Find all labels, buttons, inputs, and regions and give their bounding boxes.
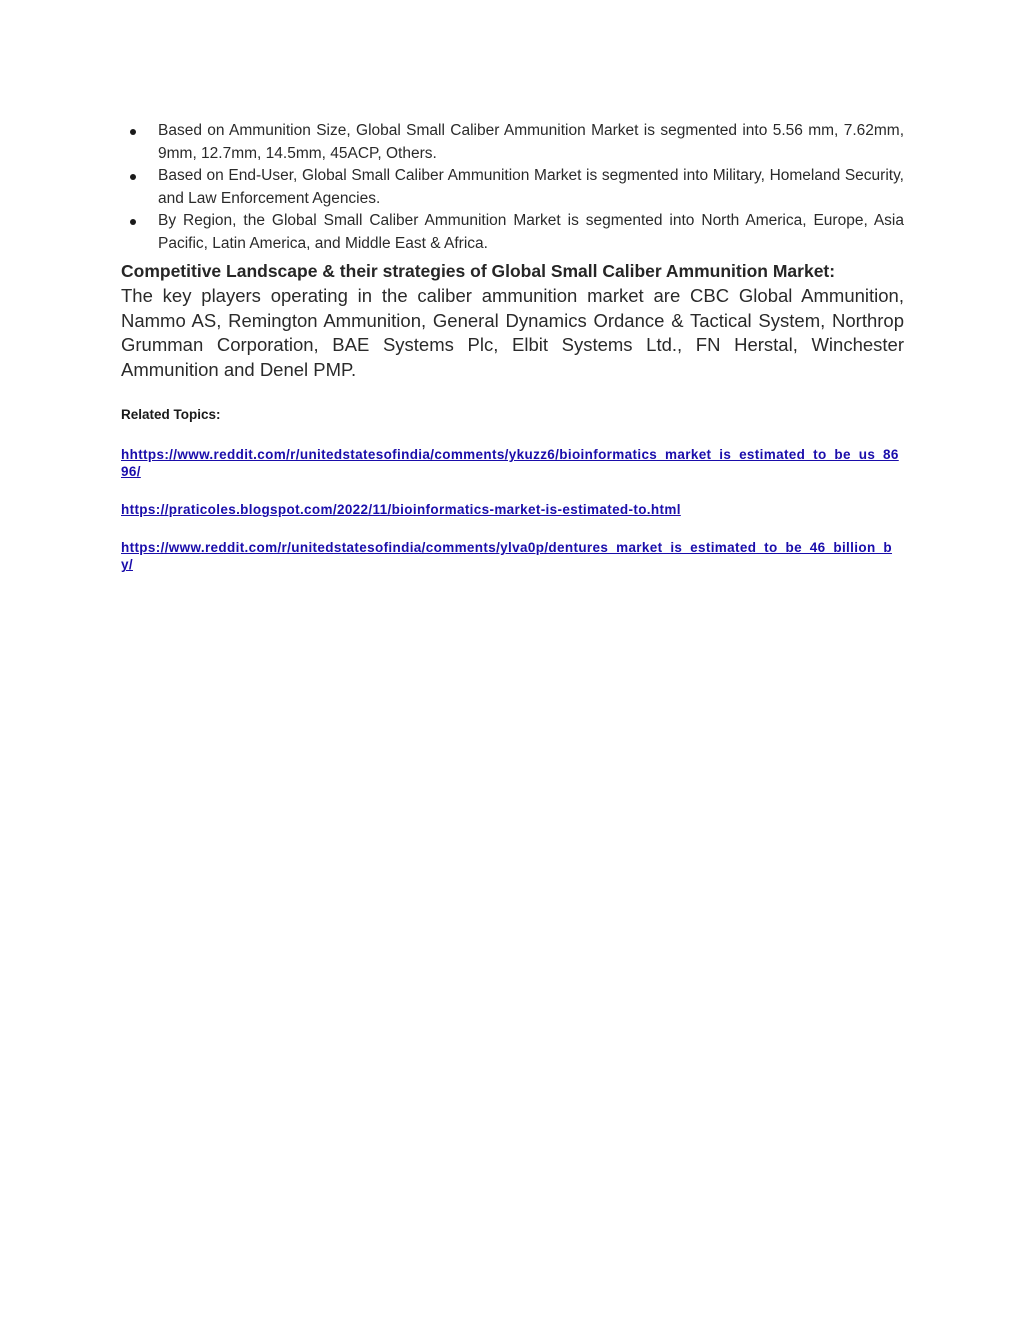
- bullet-icon: [130, 219, 136, 225]
- bullet-icon: [130, 174, 136, 180]
- list-item: [121, 165, 904, 210]
- related-link-block: [121, 539, 901, 573]
- list-item-text: Based on Ammunition Size, Global Small Caliber Ammunition Market is segmented into 5.56 mm, 7.62mm, 9mm, 12.7mm, 14.5mm, 45ACP, Others.: [158, 122, 904, 162]
- related-link-2[interactable]: https://praticoles.blogspot.com/2022/11/bioinformatics-market-is-estimated-to.html: [121, 502, 681, 518]
- related-link-1[interactable]: hhttps://www.reddit.com/r/unitedstatesofindia/comments/ykuzz6/bioinformatics_market_is_estimated_to_be_us_8696/: [121, 447, 899, 480]
- list-item: [121, 120, 904, 165]
- list-item-text: By Region, the Global Small Caliber Ammunition Market is segmented into North America, Europe, Asia Pacific, Latin America, and Middle East & Africa.: [158, 212, 904, 252]
- related-topics-heading: Related Topics:: [121, 407, 221, 423]
- section-body: The key players operating in the caliber ammunition market are CBC Global Ammunition, Nammo AS, Remington Ammunition, General Dynamics Ordance & Tactical System, Northrop Grumman Corporation, BAE Systems Plc, Elbit Systems Ltd., FN Herstal, Winchester Ammunition and Denel PMP.: [121, 285, 904, 380]
- list-item-text: Based on End-User, Global Small Caliber Ammunition Market is segmented into Military, Homeland Security, and Law Enforcement Agencies.: [158, 167, 904, 207]
- related-link-block: [121, 446, 901, 480]
- list-item: [121, 210, 904, 255]
- section-heading: Competitive Landscape & their strategies of Global Small Caliber Ammunition Market:: [121, 261, 836, 281]
- document-page: [121, 120, 904, 573]
- related-link-block: [121, 501, 901, 518]
- bullet-icon: [130, 129, 136, 135]
- related-link-3[interactable]: https://www.reddit.com/r/unitedstatesofindia/comments/ylva0p/dentures_market_is_estimated_to_be_46_billion_by/: [121, 540, 893, 573]
- segmentation-list: [121, 120, 904, 255]
